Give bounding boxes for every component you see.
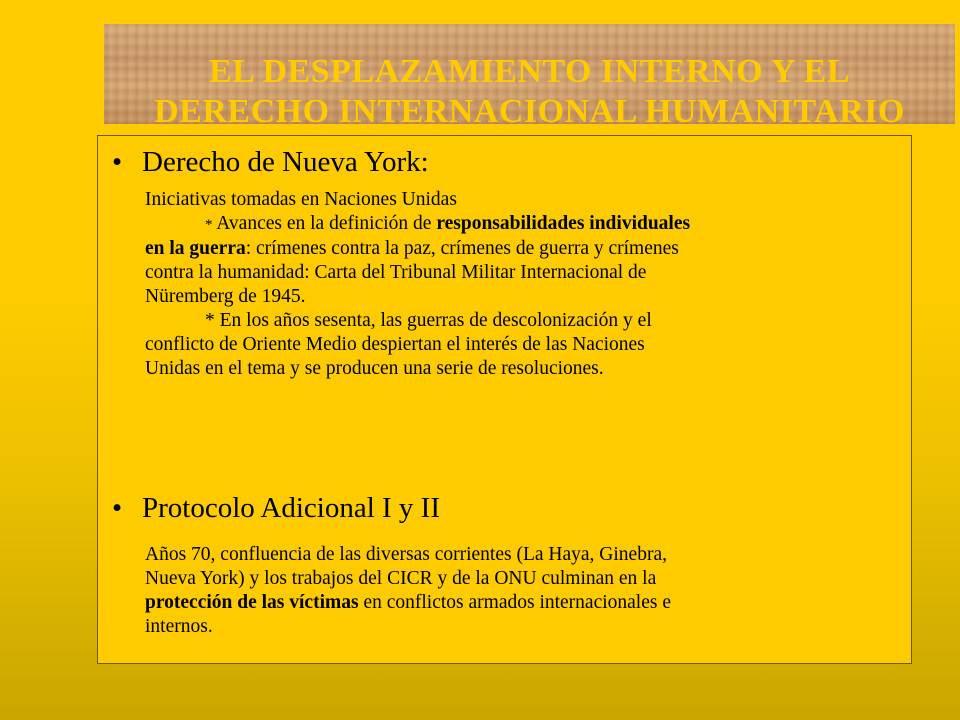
item1-bold-text: responsabilidades individuales (436, 213, 691, 234)
paragraph-protocolo (145, 543, 895, 639)
item2-text: * En los años sesenta, las guerras de descolonización y el (205, 310, 652, 331)
protocolo-line1: Años 70, confluencia de las diversas corrientes (La Haya, Ginebra, (145, 544, 667, 565)
title-banner (104, 24, 955, 124)
protocolo-line3 (145, 591, 895, 615)
item1-pre-text: Avances en la definición de (212, 213, 437, 234)
item1-post-text: : crímenes contra la paz, crímenes de guerra y crímenes (245, 238, 679, 259)
section-heading-new-york (112, 146, 429, 179)
title-line-1: EL DESPLAZAMIENTO INTERNO Y EL (209, 53, 850, 90)
bullet-marker: • (112, 146, 123, 178)
item1-line2 (145, 237, 895, 261)
content-box (97, 135, 912, 664)
bullet-marker: • (112, 492, 123, 524)
paragraph-new-york (145, 188, 895, 381)
section-heading-protocolo (112, 492, 440, 525)
item2-line2: conflicto de Oriente Medio despiertan el interés de las Naciones (145, 334, 645, 355)
item1-line1 (145, 212, 895, 237)
title-line-2: DERECHO INTERNACIONAL HUMANITARIO (154, 93, 905, 124)
item1-bold-text-2: en la guerra (145, 238, 246, 259)
protocolo-line2: Nueva York) y los trabajos del CICR y de la ONU culminan en la (145, 568, 657, 589)
item1-line4: Nüremberg de 1945. (145, 286, 306, 307)
protocolo-post-text: en conflictos armados internacionales e (358, 592, 671, 613)
item2-line3: Unidas en el tema y se producen una serie de resoluciones. (145, 358, 604, 379)
slide-title (104, 52, 955, 124)
heading-text: Derecho de Nueva York: (142, 146, 429, 178)
protocolo-line4: internos. (145, 616, 213, 637)
protocolo-bold-text: protección de las víctimas (145, 592, 359, 613)
item1-line3: contra la humanidad: Carta del Tribunal Militar Internacional de (145, 262, 647, 283)
intro-line: Iniciativas tomadas en Naciones Unidas (145, 189, 457, 210)
star-marker: * (205, 217, 213, 233)
item2-line1 (145, 309, 895, 333)
heading-text: Protocolo Adicional I y II (142, 492, 441, 524)
